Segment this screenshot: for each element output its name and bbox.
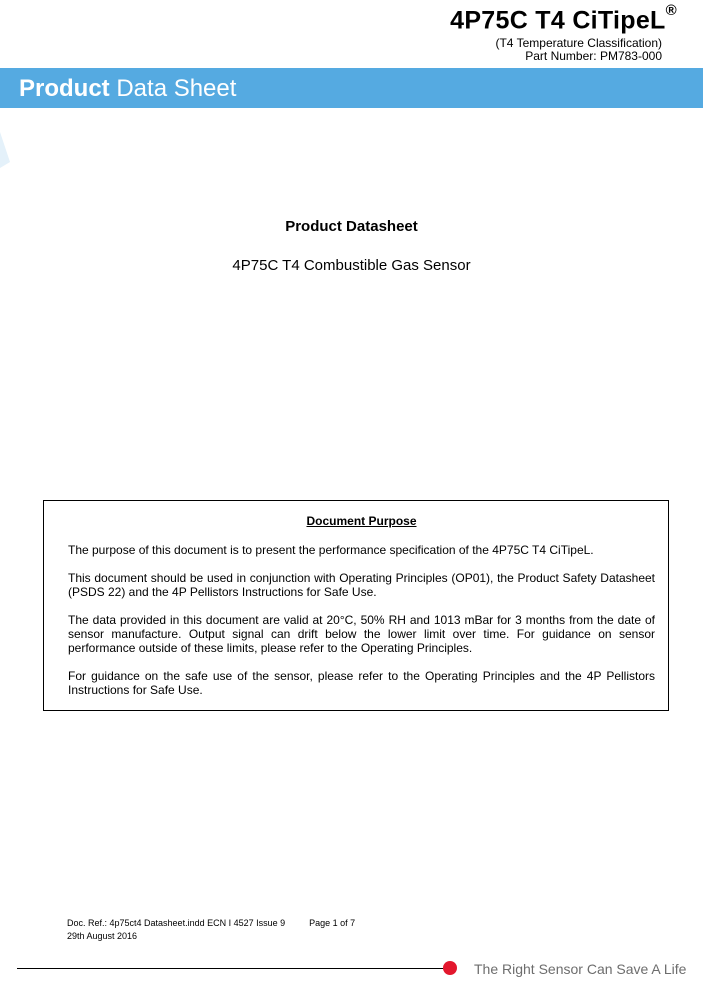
purpose-paragraph: For guidance on the safe use of the sensor, please refer to the Operating Principles and the 4P Pellistors Instructions for Safe Use. [68, 669, 655, 697]
issue-date: 29th August 2016 [67, 931, 138, 941]
registered-mark: ® [665, 2, 677, 19]
doc-ref: Doc. Ref.: 4p75ct4 Datasheet.indd ECN I 4527 Issue 9 [67, 918, 286, 928]
footer-document-reference [67, 917, 355, 943]
page-number: Page 1 of 7 [309, 918, 356, 928]
purpose-paragraph: The purpose of this document is to present the performance specification of the 4P75C T4 CiTipeL. [68, 543, 594, 557]
classification-text: (T4 Temperature Classification) [495, 36, 662, 50]
footer-tagline: The Right Sensor Can Save A Life [474, 961, 687, 977]
purpose-paragraph: This document should be used in conjunction with Operating Principles (OP01), the Product Safety Datasheet (PSDS 22) and the 4P Pellistors Instructions for Safe Use. [68, 571, 655, 599]
part-number-label: Part Number: [525, 49, 597, 63]
document-purpose-box [43, 500, 669, 711]
banner-bold-text: Product [19, 75, 110, 102]
decorative-corner-shape [0, 132, 12, 172]
purpose-paragraph: The data provided in this document are valid at 20°C, 50% RH and 1013 mBar for 3 months from the date of sensor manufacture. Output signal can drift below the lower limit over time. For guidance on sensor performance outside of these limits, please refer to the Operating Principles. [68, 613, 655, 655]
product-name: 4P75C T4 CiTipeL [450, 6, 666, 35]
product-data-sheet-banner [0, 68, 703, 108]
footer-rule [17, 968, 450, 969]
document-title: Product Datasheet [285, 218, 418, 235]
document-purpose-heading: Document Purpose [306, 514, 417, 528]
footer-red-dot-icon [443, 961, 457, 975]
product-title [450, 2, 677, 35]
document-subtitle: 4P75C T4 Combustible Gas Sensor [232, 257, 471, 274]
part-number-line [525, 49, 662, 63]
part-number-value: PM783-000 [599, 49, 662, 63]
banner-text: Data Sheet [109, 75, 237, 102]
